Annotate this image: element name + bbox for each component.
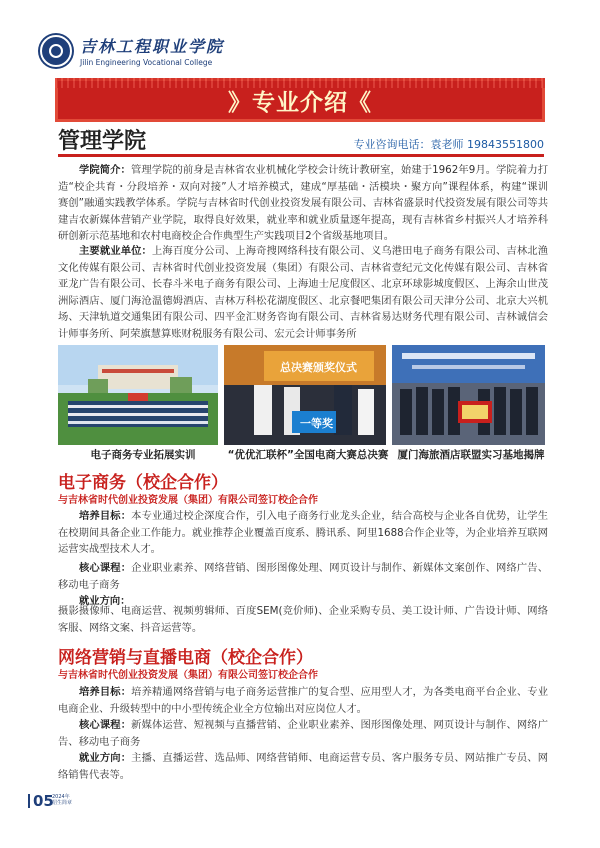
photo-hotel-base-ceremony bbox=[392, 345, 545, 445]
job-label: 就业方向： bbox=[79, 595, 131, 607]
intro-label: 学院简介： bbox=[79, 164, 131, 176]
employers-paragraph bbox=[58, 243, 548, 342]
employers-label: 主要就业单位： bbox=[79, 245, 152, 257]
page-number: 05 bbox=[33, 792, 54, 810]
section-banner bbox=[55, 78, 545, 122]
goal-label: 培养目标： bbox=[79, 686, 132, 698]
course-text: 企业职业素养、网络营销、图形图像处理、网页设计与制作、新媒体文案创作、网络广告、移动电子商务 bbox=[58, 562, 549, 591]
banner-title: 》专业介绍《 bbox=[228, 90, 372, 116]
logo-english-name: Jilin Engineering Vocational College bbox=[80, 58, 213, 67]
contact-phone: 专业咨询电话：袁老师 19843551800 bbox=[353, 138, 544, 151]
major-title-live-commerce: 网络营销与直播电商（校企合作） bbox=[58, 648, 313, 668]
contest-banner-text: 总决赛颁奖仪式 bbox=[280, 361, 357, 374]
footer-note bbox=[52, 794, 72, 806]
footer-year: 2024年 bbox=[52, 794, 70, 800]
live-commerce-courses bbox=[58, 717, 548, 750]
college-seal-icon bbox=[40, 35, 72, 67]
prize-board-text: 一等奖 bbox=[300, 417, 333, 430]
goal-text: 培养精通网络营销与电子商务运营推广的复合型、应用型人才，为各类电商平台企业、专业电商企业、升级转型中的中小型传统企业全方位输出对应岗位人才。 bbox=[58, 686, 549, 715]
footer-brochure: 招生简章 bbox=[52, 800, 73, 806]
live-commerce-jobs bbox=[58, 750, 548, 783]
course-text: 新媒体运营、短视频与直播营销、企业职业素养、图形图像处理、网页设计与制作、网络广告、移动电子商务 bbox=[58, 719, 549, 748]
title-rule bbox=[58, 154, 544, 157]
photo-contest-final bbox=[224, 345, 386, 445]
college-logo bbox=[40, 34, 224, 67]
footer-bar bbox=[28, 794, 30, 808]
employers-text: 上海百度分公司、上海奇搜网络科技有限公司、义乌港田电子商务有限公司、吉林北渔文化传媒有限公司、吉林省时代创业投资发展（集团）有限公司、吉林省壹纪元文化传媒有限公司、吉林省亚龙广告有限公司、长春斗米电子商务有限公司、上海迪士尼度假区、北京环球影城度假区、上海余山世茂洲际酒店、厦门海沧温德姆酒店、吉林万科松花湖度假区、北京餐吧集团有限公司天津分公司、北京大兴机场、天津轨道交通集团有限公司、四平金汇财务咨询有限公司、吉林省易达财务代理有限公司、吉林诚信会计师事务所、阿荣旗慧算账财税服务有限公司、宏元会计师事务所 bbox=[58, 245, 549, 340]
photo-caption-1: 电子商务专业拓展实训 bbox=[90, 449, 196, 461]
ecommerce-courses bbox=[58, 560, 548, 593]
department-title: 管理学院 bbox=[58, 129, 147, 154]
photo-ecommerce-training bbox=[58, 345, 218, 445]
photo-caption-2: “优优汇联杯”全国电商大赛总决赛 bbox=[227, 449, 389, 461]
ecommerce-jobs bbox=[58, 603, 548, 636]
logo-chinese-name: 吉林工程职业学院 bbox=[80, 37, 225, 56]
photo-caption-3: 厦门海旅酒店联盟实习基地揭牌 bbox=[397, 449, 545, 461]
course-label: 核心课程： bbox=[79, 719, 132, 731]
major-subtitle-ecommerce: 与吉林省时代创业投资发展（集团）有限公司签订校企合作 bbox=[58, 495, 318, 506]
intro-text: 管理学院的前身是吉林省农业机械化学校会计统计教研室，始建于1962年9月。学院着力打造“校企共育・分段培养・双向对接”人才培养模式，建成“厚基础・活模块・聚方向”课程体系，构建“课训赛创”融通实践教学体系。学院与吉林省时代创业投资发展有限公司、吉林省盛景时代投资发展有限公司等共建吉农新媒体营销产业学院，取得良好效果，就业率和就业质量逐年提高，现有吉林省乡村振兴人才培养科研创新示范基地和农村电商校企合作典型生产实践项目2个省级基地项目。 bbox=[58, 164, 549, 242]
ecommerce-goal bbox=[58, 508, 548, 558]
live-commerce-goal bbox=[58, 684, 548, 717]
logo-text bbox=[80, 34, 224, 67]
major-title-ecommerce: 电子商务（校企合作） bbox=[58, 473, 228, 493]
course-label: 核心课程： bbox=[79, 562, 132, 574]
job-text: 主播、直播运营、选品师、网络营销师、电商运营专员、客户服务专员、网站推广专员、网络销售代表等。 bbox=[58, 752, 549, 781]
intro-paragraph bbox=[58, 162, 548, 245]
goal-label: 培养目标： bbox=[79, 510, 132, 522]
job-text: 摄影摄像师、电商运营、视频剪辑师、百度SEM(竞价师)、企业采购专员、美工设计师、广告设计师、网络客服、网络文案、抖音运营等。 bbox=[58, 605, 548, 634]
goal-text: 本专业通过校企深度合作，引入电子商务行业龙头企业，结合高校与企业各自优势，让学生在校期间具备企业工作能力。就业推荐企业覆盖百度系、腾讯系、阿里1688合作企业等，为企业培养互联网运营实战型技术人才。 bbox=[58, 510, 549, 555]
major-subtitle-live-commerce: 与吉林省时代创业投资发展（集团）有限公司签订校企合作 bbox=[58, 670, 318, 681]
job-label: 就业方向： bbox=[79, 752, 132, 764]
